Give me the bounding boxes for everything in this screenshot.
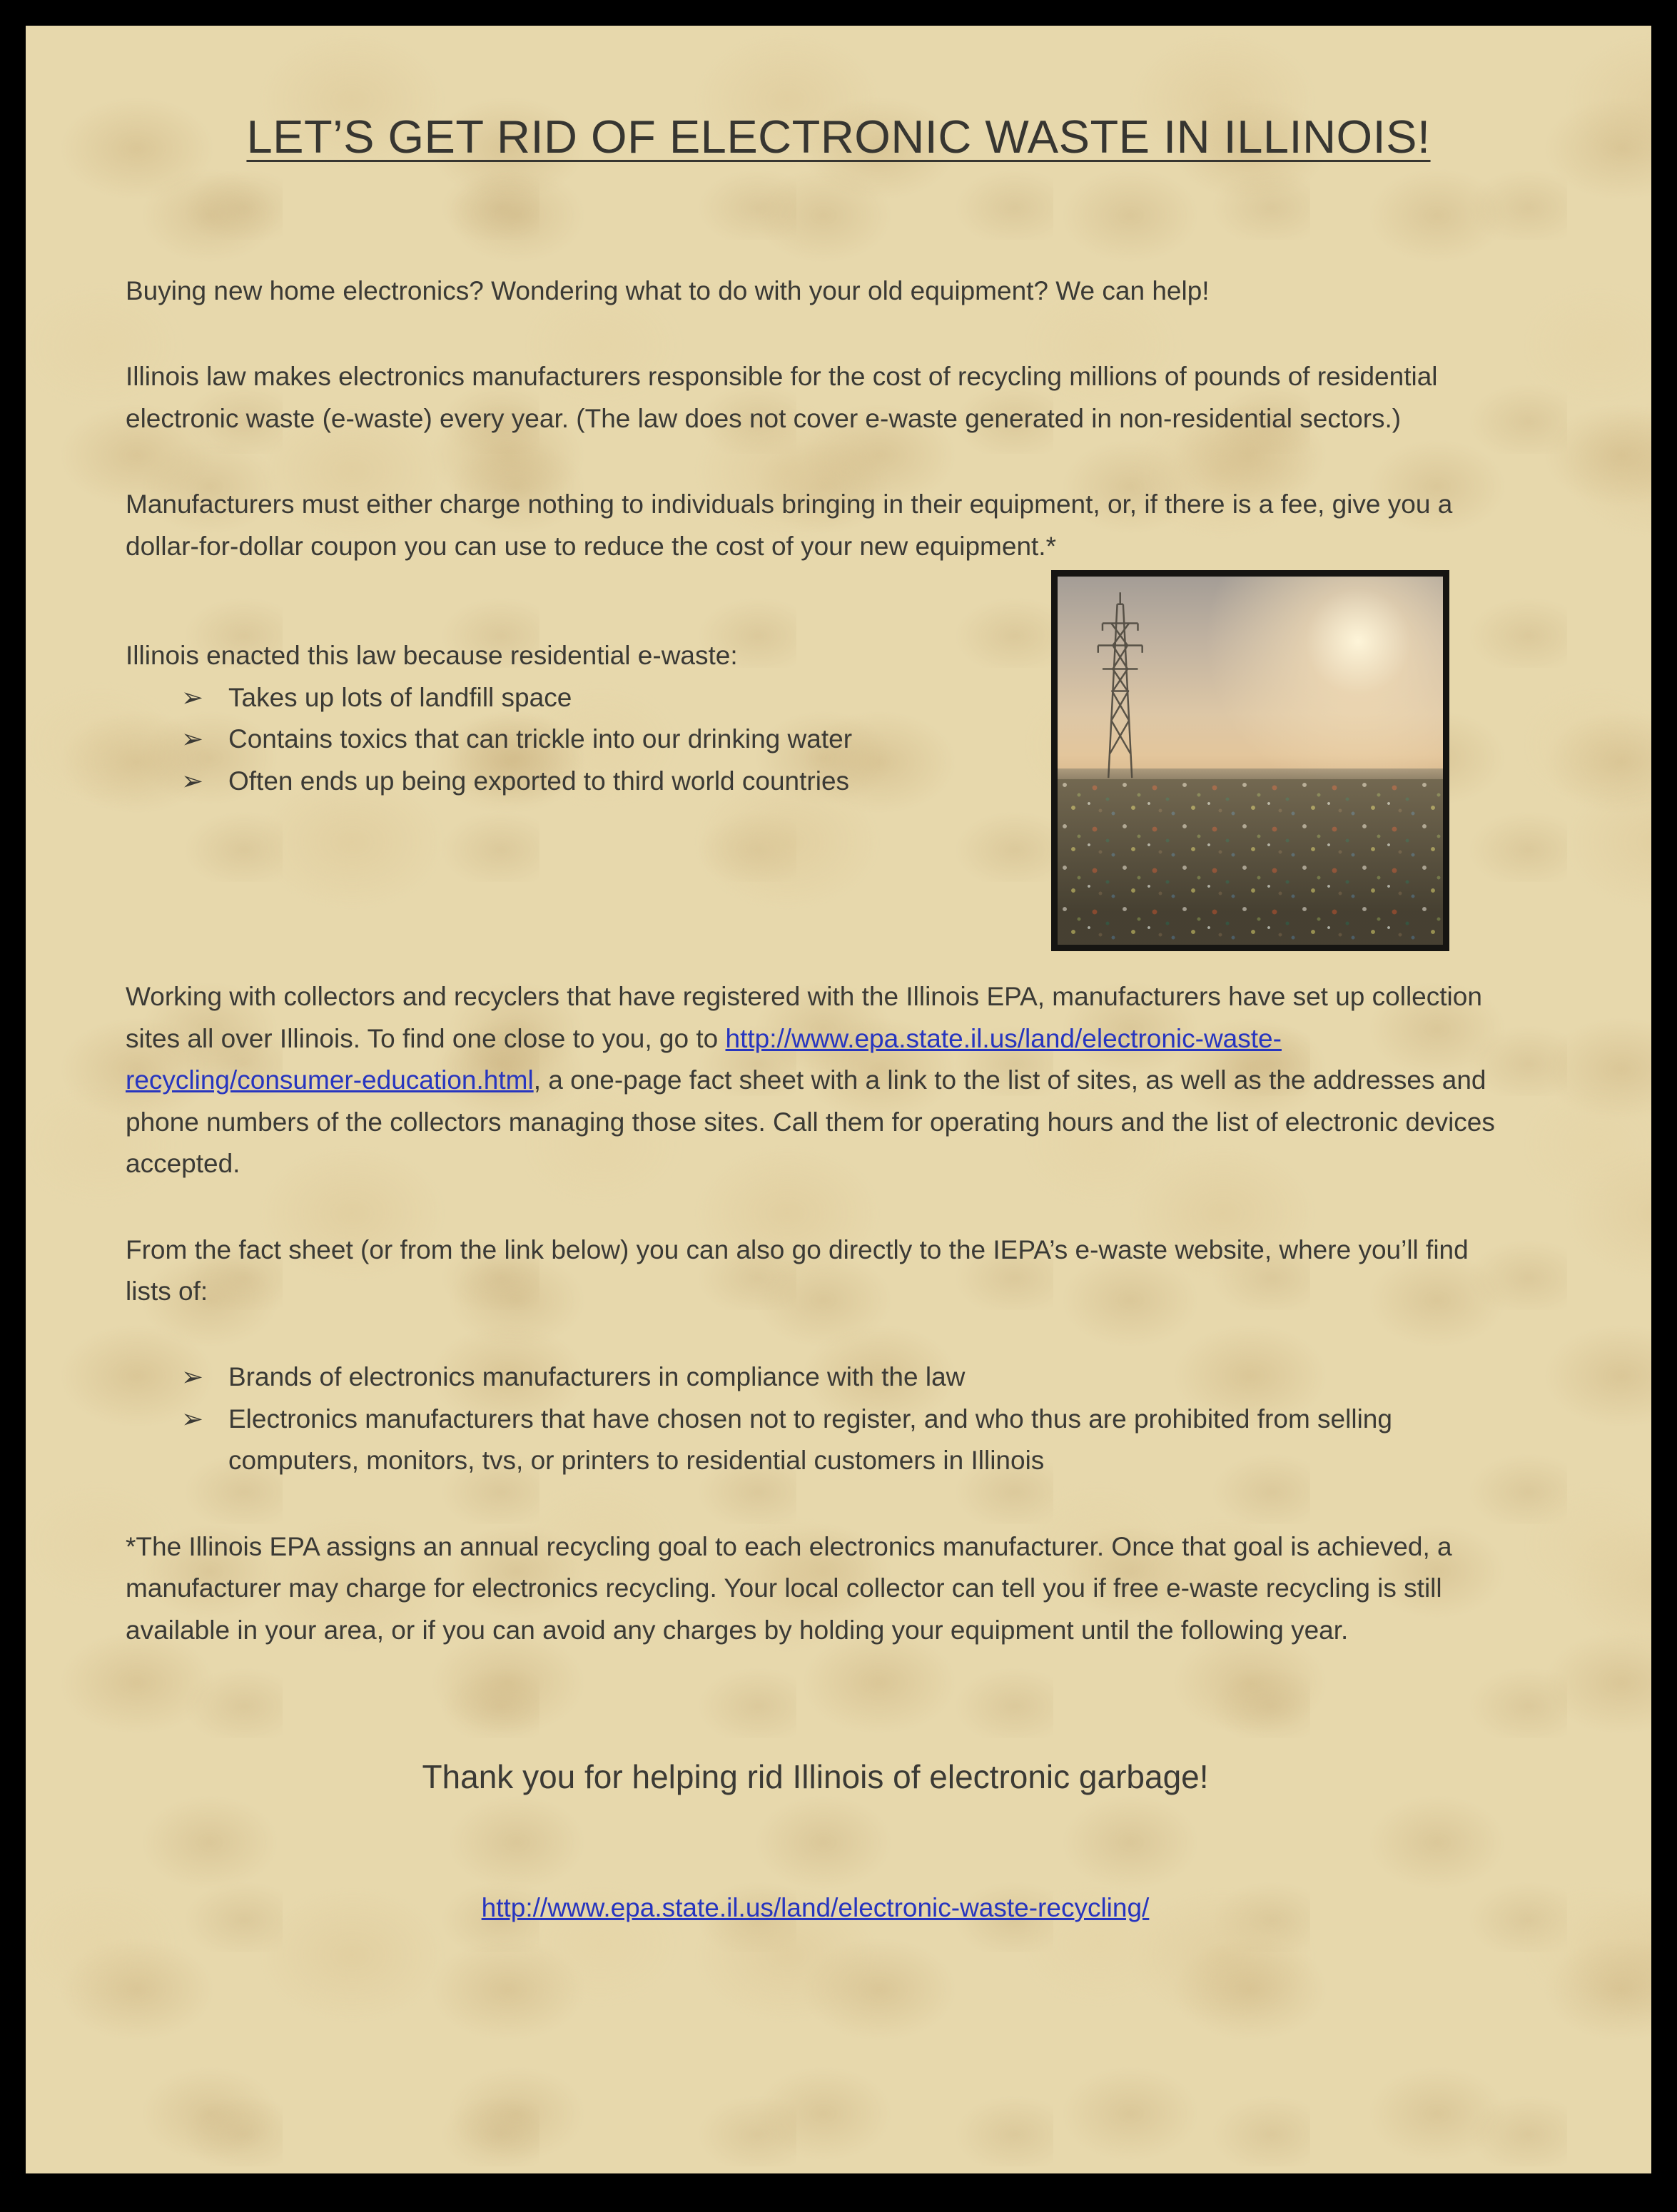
flyer-content <box>26 270 1651 1929</box>
paragraph-coupon: Manufacturers must either charge nothing to individuals bringing in their equipment, or, if there is a fee, give you a dollar-for-dollar coupon you can use to reduce the cost of your new equipment.* <box>126 489 1453 561</box>
collectors-text-after: , a one-page fact sheet with a link to the list of sites, as well as the addresses and phone numbers of the collectors managing those sites. Call them for operating hours and the list of electronic devices accepted. <box>126 1065 1495 1179</box>
paragraph-factsheet: From the fact sheet (or from the link below) you can also go directly to the IEPA’s e-waste website, where you’ll find lists of: <box>126 1234 1469 1306</box>
paragraph-buying: Buying new home electronics? Wondering what to do with your old equipment? We can help! <box>126 276 1210 305</box>
epa-ewaste-link[interactable]: http://www.epa.state.il.us/land/electronic-waste-recycling/ <box>481 1892 1150 1922</box>
arrow-bullet-icon: ➢ <box>181 682 204 712</box>
list-item <box>126 761 1012 802</box>
website-lists <box>126 1356 1505 1481</box>
collectors-text-before: Working with collectors and recyclers that have registered with the Illinois EPA, manufacturers have set up collection sites all over Illinois. To find one close to you, go to <box>126 982 1482 1053</box>
list-item-label: Contains toxics that can trickle into our drinking water <box>228 724 853 754</box>
list-item-label: Often ends up being exported to third world countries <box>228 766 850 796</box>
paragraph-collectors <box>126 976 1505 1184</box>
transmission-tower-icon <box>1080 588 1162 779</box>
arrow-bullet-icon: ➢ <box>181 766 204 796</box>
list-item <box>126 719 1012 760</box>
flyer-page <box>26 26 1651 2173</box>
paragraph-law: Illinois law makes electronics manufacturers responsible for the cost of recycling millions of pounds of residential electronic waste (e-waste) every year. (The law does not cover e-waste generated in non-residential sectors.) <box>126 362 1438 433</box>
list-item-label: Brands of electronics manufacturers in compliance with the law <box>228 1362 966 1392</box>
thanks-line: Thank you for helping rid Illinois of electronic garbage! <box>422 1758 1209 1796</box>
footer <box>126 1887 1505 1929</box>
list-item-label: Electronics manufacturers that have chosen not to register, and who thus are prohibited from selling computers, monitors, tvs, or printers to residential customers in Illinois <box>228 1404 1392 1476</box>
page-title: LET’S GET RID OF ELECTRONIC WASTE IN ILLINOIS! <box>246 111 1431 163</box>
consumer-education-link[interactable]: http://www.epa.state.il.us/land/electronic-waste-recycling/consumer-education.html <box>126 1023 1282 1095</box>
list-item <box>126 1399 1505 1482</box>
arrow-bullet-icon: ➢ <box>181 1362 204 1392</box>
list-item <box>126 677 1012 719</box>
arrow-bullet-icon: ➢ <box>181 724 204 754</box>
photo-trash-shade <box>1058 779 1443 945</box>
list-item <box>126 1356 1505 1398</box>
paragraph-enacted-intro: Illinois enacted this law because residential e-waste: <box>126 641 738 671</box>
list-item-label: Takes up lots of landfill space <box>228 682 572 712</box>
paragraph-footnote: *The Illinois EPA assigns an annual recycling goal to each electronics manufacturer. Once that goal is achieved, a manufacturer may charge for electronics recycling. Your local collector can tell you if free e-waste recycling is still available in your area, or if you can avoid any charges by holding your equipment until the following year. <box>126 1531 1452 1645</box>
arrow-bullet-icon: ➢ <box>181 1404 204 1434</box>
landfill-photo <box>1051 570 1449 951</box>
